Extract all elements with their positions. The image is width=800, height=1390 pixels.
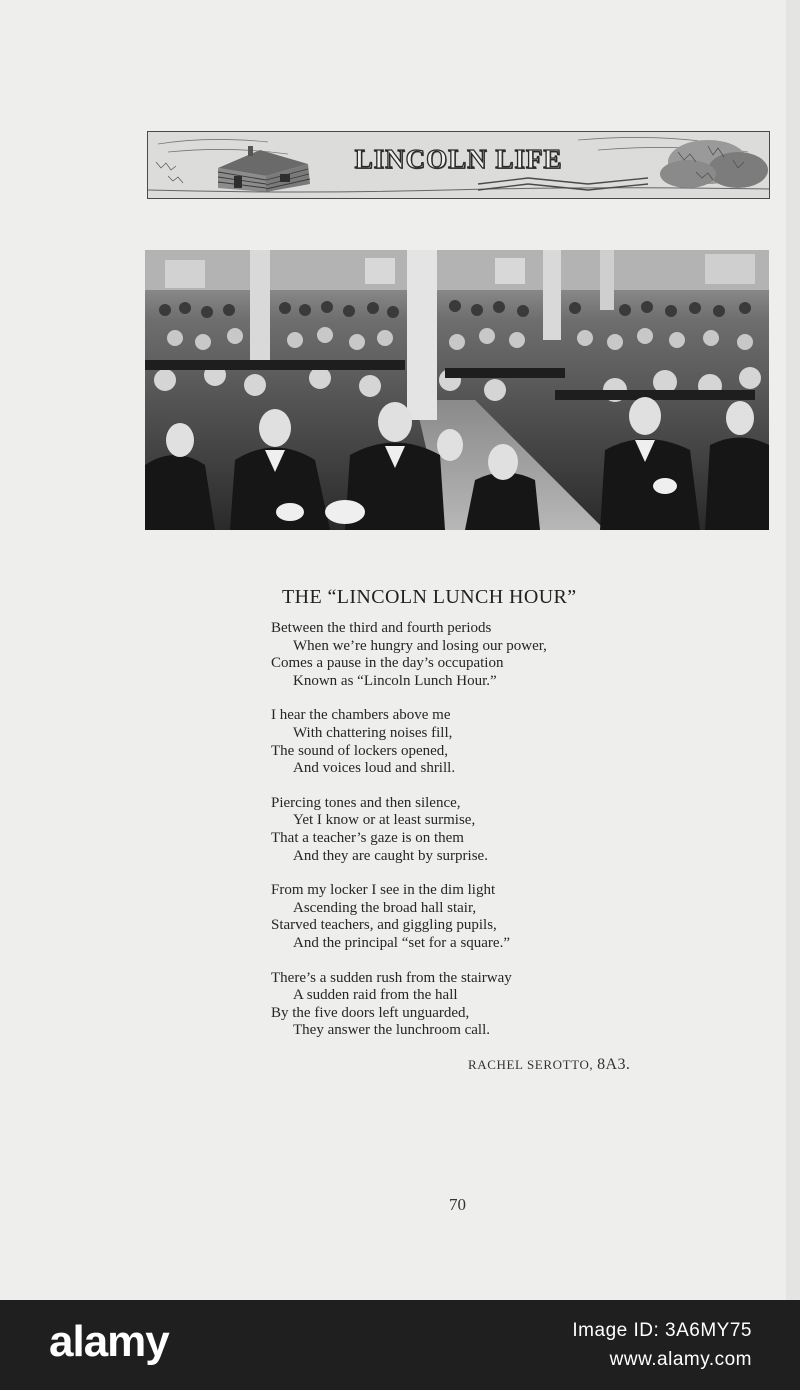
poem-line: Piercing tones and then silence,: [271, 794, 461, 811]
poem-line: And voices loud and shrill.: [293, 760, 456, 777]
poem-line: From my locker I see in the dim light: [271, 882, 496, 899]
author-class: 8A3.: [597, 1056, 631, 1073]
poem-line: When we’re hungry and losing our power,: [293, 637, 547, 654]
lunchroom-photo-image: [145, 250, 769, 530]
poem-line: Yet I know or at least surmise,: [293, 812, 476, 829]
poem-line: There’s a sudden rush from the stairway: [271, 969, 512, 986]
image-id: Image ID: 3A6MY75: [572, 1320, 752, 1341]
poem-author: [468, 1056, 630, 1074]
page-edge: [786, 0, 800, 1300]
poem-body: [271, 620, 691, 1057]
page-number: 70: [449, 1195, 466, 1214]
stanza: [271, 620, 691, 690]
stanza: [271, 795, 691, 865]
poem-line: The sound of lockers opened,: [271, 742, 449, 759]
site-url: www.alamy.com: [609, 1349, 752, 1370]
poem-line: Starved teachers, and giggling pupils,: [271, 917, 497, 934]
poem-line: That a teacher’s gaze is on them: [271, 829, 464, 846]
stanza: [271, 970, 691, 1040]
poem-line: Known as “Lincoln Lunch Hour.”: [293, 672, 497, 689]
lincoln-life-banner: [147, 131, 770, 199]
stanza: [271, 707, 691, 777]
poem-line: And the principal “set for a square.”: [293, 934, 510, 951]
poem-line: Comes a pause in the day’s occupation: [271, 655, 504, 672]
author-name: RACHEL SEROTTO,: [468, 1057, 594, 1072]
poem-title: THE “LINCOLN LUNCH HOUR”: [282, 586, 577, 608]
lunchroom-photo: [145, 250, 769, 530]
poem-line: And they are caught by surprise.: [293, 847, 488, 864]
stanza: [271, 882, 691, 952]
poem-line: I hear the chambers above me: [271, 707, 451, 724]
poem-line: A sudden raid from the hall: [293, 987, 458, 1004]
poem-line: By the five doors left unguarded,: [271, 1004, 470, 1021]
poem-line: With chattering noises fill,: [293, 724, 453, 741]
banner-title: LINCOLN LIFE: [354, 144, 563, 174]
poem-line: Ascending the broad hall stair,: [293, 899, 477, 916]
poem-line: They answer the lunchroom call.: [293, 1022, 491, 1039]
alamy-logo: alamy: [49, 1317, 169, 1366]
poem-line: Between the third and fourth periods: [271, 620, 492, 636]
